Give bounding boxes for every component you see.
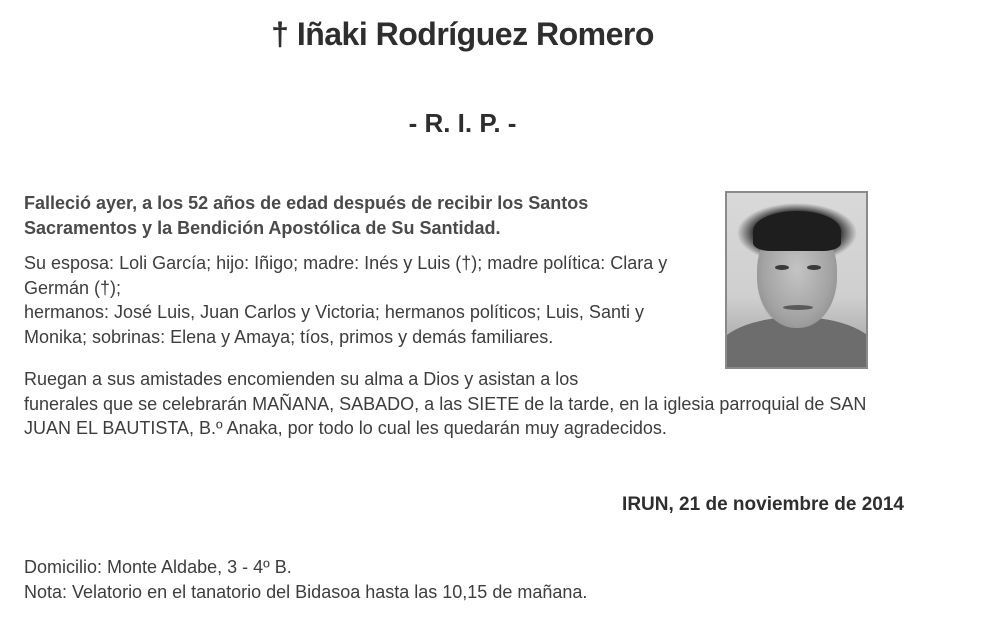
footer-info [24, 555, 904, 604]
portrait-right-eye [807, 265, 821, 270]
family-line-1: Su esposa: Loli García; hijo: Iñigo; madre: Inés y Luis (†); madre política: Clara y Germán (†); [24, 253, 668, 298]
portrait-left-eye [775, 265, 789, 270]
family-paragraph [24, 251, 704, 349]
family-line-2: hermanos: José Luis, Juan Carlos y Victoria; hermanos políticos; Luis, Santi y Monika; sobrinas: Elena y Amaya; tíos, primos y demás familiares. [24, 302, 644, 347]
portrait-mouth [783, 305, 813, 310]
request-first-line: Ruegan a sus amistades encomienden su alma a Dios y asistan a los [24, 369, 579, 389]
request-rest: funerales que se celebrarán MAÑANA, SABADO, a las SIETE de la tarde, en la iglesia parroquial de SAN JUAN EL BAUTISTA, B.º Anaka, por todo lo cual les quedarán muy agradecidos. [24, 393, 867, 438]
place-date: IRUN, 21 de noviembre de 2014 [622, 494, 904, 515]
request-paragraph [24, 367, 904, 441]
note-line: Nota: Velatorio en el tanatorio del Bidasoa hasta las 10,15 de mañana. [24, 581, 588, 602]
portrait-hair [753, 211, 841, 251]
lead-paragraph: Falleció ayer, a los 52 años de edad después de recibir los Santos Sacramentos y la Bendición Apostólica de Su Santidad. [24, 193, 589, 238]
portrait-photo [725, 191, 868, 369]
obituary-body [24, 191, 704, 365]
obituary-title: † Iñaki Rodríguez Romero [271, 16, 654, 52]
address-line: Domicilio: Monte Aldabe, 3 - 4º B. [24, 557, 292, 577]
rip-heading: - R. I. P. - [408, 108, 517, 138]
